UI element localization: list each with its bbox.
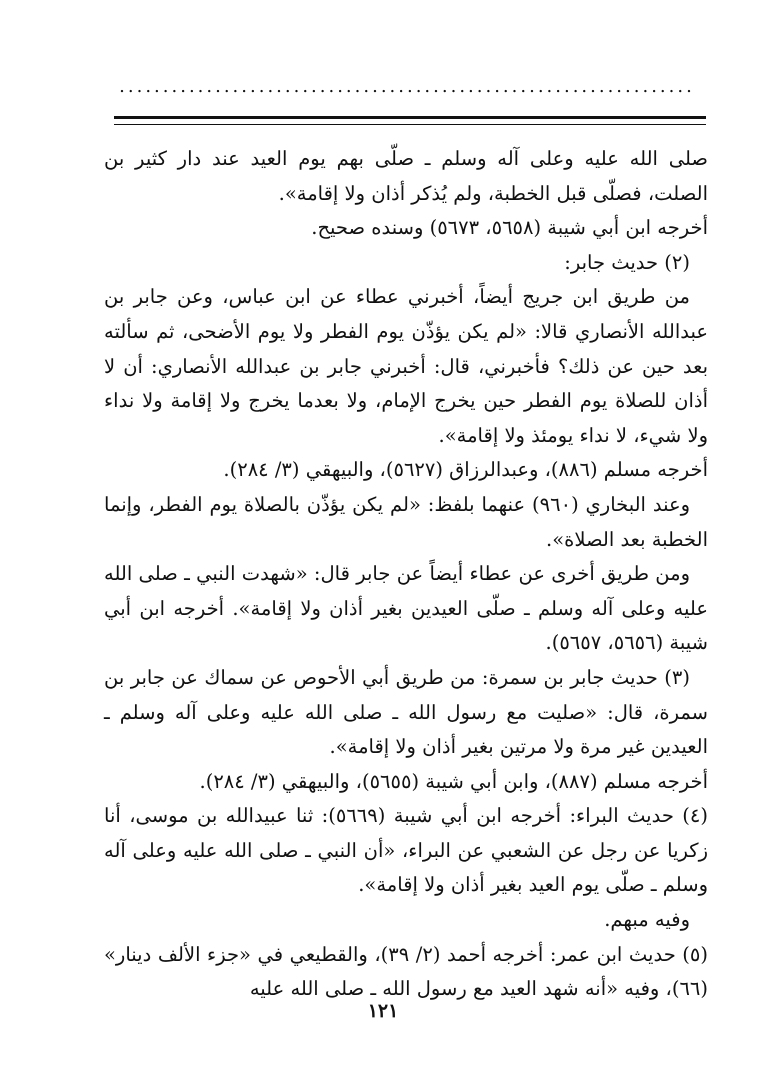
paragraph: (٥) حديث ابن عمر: أخرجه أحمد (٢/ ٣٩)، والقطيعي في «جزء الألف دينار» (٦٦)، وفيه «أنه شهد العيد مع رسول الله ـ صلى الله عليه [104,942,708,1001]
page-body [104,142,708,1007]
paragraph: ومن طريق أخرى عن عطاء أيضاً عن جابر قال: «شهدت النبي ـ صلى الله عليه وعلى آله وسلم ـ صلّى العيدين بغير أذان ولا إقامة». أخرجه ابن أبي شيبة (٥٦٥٦، ٥٦٥٧). [104,562,708,655]
paragraph: (٤) حديث البراء: أخرجه ابن أبي شيبة (٥٦٦٩): ثنا عبيدالله بن موسى، أنا زكريا عن رجل عن الشعبي عن البراء، «أن النبي ـ صلى الله عليه وعلى آله وسلم ـ صلّى يوم العيد بغير أذان ولا إقامة». [104,804,709,897]
header-rule-thick [114,116,706,119]
paragraph: وعند البخاري (٩٦٠) عنهما بلفظ: «لم يكن يؤذّن بالصلاة يوم الفطر، وإنما الخطبة بعد الصلاة». [104,492,708,551]
paragraph: (٣) حديث جابر بن سمرة: من طريق أبي الأحوص عن سماك عن جابر بن سمرة، قال: «صليت مع رسول الله ـ صلى الله عليه وعلى آله وسلم ـ العيدين غير مرة ولا مرتين بغير أذان ولا إقامة». [104,665,708,759]
paragraph: (٢) حديث جابر: [564,250,690,274]
paragraph: وفيه مبهم. [604,908,690,932]
paragraph: أخرجه مسلم (٨٨٧)، وابن أبي شيبة (٥٦٥٥)، والبيهقي (٣/ ٢٨٤). [199,769,708,793]
page-number: ١٢١ [367,1000,399,1022]
paragraph: صلى الله عليه وعلى آله وسلم ـ صلّى بهم يوم العيد عند دار كثير بن الصلت، فصلّى قبل الخطبة، ولم يُذكر أذان ولا إقامة». [104,147,708,205]
header-rule-thin [114,124,706,125]
header-dotted-line: .................................................................. [119,80,695,94]
paragraph: أخرجه ابن أبي شيبة (٥٦٥٨، ٥٦٧٣) وسنده صحيح. [311,216,708,240]
paragraph: من طريق ابن جريج أيضاً، أخبرني عطاء عن ابن عباس، وعن جابر بن عبدالله الأنصاري قالا: «لم يكن يؤذّن يوم الفطر ولا يوم الأضحى، ثم سألته بعد حين عن ذلك؟ فأخبرني، قال: أخبرني جابر بن عبدالله الأنصاري: أن لا أذان للصلاة يوم الفطر حين يخرج الإمام، ولا بعدما يخرج ولا إقامة ولا نداء ولا شيء، لا نداء يومئذ ولا إقامة». [104,285,708,447]
paragraph: أخرجه مسلم (٨٨٦)، وعبدالرزاق (٥٦٢٧)، والبيهقي (٣/ ٢٨٤). [223,458,708,482]
